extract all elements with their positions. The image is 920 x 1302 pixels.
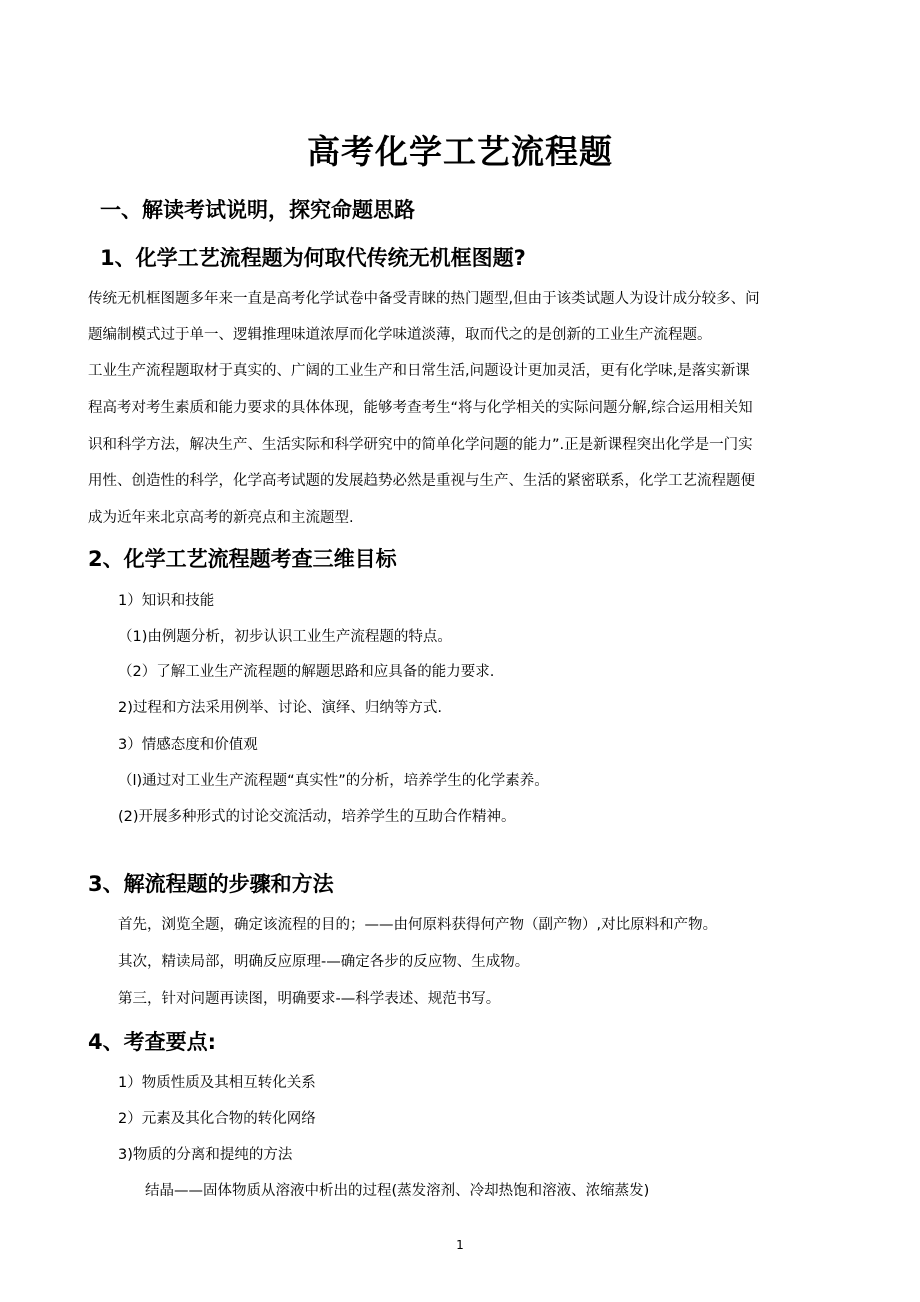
list-item: （1)由例题分析，初步认识工业生产流程题的特点。 bbox=[118, 629, 452, 645]
list-item: 首先，浏览全题，确定该流程的目的；——由何原料获得何产物（副产物）,对比原料和产物。 bbox=[118, 917, 718, 933]
paragraph-line: 识和科学方法，解决生产、生活实际和科学研究中的简单化学问题的能力”.正是新课程突出化学是一门实 bbox=[88, 437, 753, 453]
paragraph-line: 题编制模式过于单一、逻辑推理味道浓厚而化学味道淡薄，取而代之的是创新的工业生产流程题。 bbox=[88, 327, 712, 343]
paragraph-line: 传统无机框图题多年来一直是高考化学试卷中备受青睐的热门题型,但由于该类试题人为设计成分较多、问 bbox=[88, 291, 760, 307]
list-item: 结晶——固体物质从溶液中析出的过程(蒸发溶剂、冷却热饱和溶液、浓缩蒸发) bbox=[145, 1183, 650, 1199]
section-heading-1: 一、解读考试说明，探究命题思路 bbox=[100, 198, 415, 222]
paragraph-line: 用性、创造性的科学，化学高考试题的发展趋势必然是重视与生产、生活的紧密联系，化学工艺流程题便 bbox=[88, 473, 755, 489]
list-item: 3）情感态度和价值观 bbox=[118, 737, 258, 753]
subsection-heading-2: 2、化学工艺流程题考查三维目标 bbox=[88, 547, 397, 571]
page-number: 1 bbox=[456, 1238, 464, 1252]
list-item: （l)通过对工业生产流程题“真实性”的分析，培养学生的化学素养。 bbox=[118, 773, 549, 789]
list-item: (2)开展多种形式的讨论交流活动，培养学生的互助合作精神。 bbox=[118, 809, 516, 825]
paragraph-line: 工业生产流程题取材于真实的、广阔的工业生产和日常生活,问题设计更加灵活，更有化学味,是落实新课 bbox=[88, 363, 750, 379]
list-item: 2)过程和方法采用例举、讨论、演绎、归纳等方式. bbox=[118, 700, 442, 716]
list-item: （2）了解工业生产流程题的解题思路和应具备的能力要求. bbox=[118, 664, 495, 680]
list-item: 第三，针对问题再读图，明确要求-—科学表述、规范书写。 bbox=[118, 991, 501, 1007]
paragraph-line: 程高考对考生素质和能力要求的具体体现，能够考查考生“将与化学相关的实际问题分解,综合运用相关知 bbox=[88, 400, 753, 416]
list-item: 1）物质性质及其相互转化关系 bbox=[118, 1075, 316, 1091]
list-item: 2）元素及其化合物的转化网络 bbox=[118, 1111, 316, 1127]
list-item: 3)物质的分离和提纯的方法 bbox=[118, 1147, 293, 1163]
subsection-heading-1: 1、化学工艺流程题为何取代传统无机框图题? bbox=[100, 246, 526, 270]
subsection-heading-3: 3、解流程题的步骤和方法 bbox=[88, 872, 334, 896]
page-title: 高考化学工艺流程题 bbox=[307, 132, 613, 171]
list-item: 1）知识和技能 bbox=[118, 593, 215, 609]
list-item: 其次，精读局部，明确反应原理-—确定各步的反应物、生成物。 bbox=[118, 954, 530, 970]
subsection-heading-4: 4、考查要点: bbox=[88, 1030, 217, 1054]
paragraph-line: 成为近年来北京高考的新亮点和主流题型. bbox=[88, 510, 354, 526]
